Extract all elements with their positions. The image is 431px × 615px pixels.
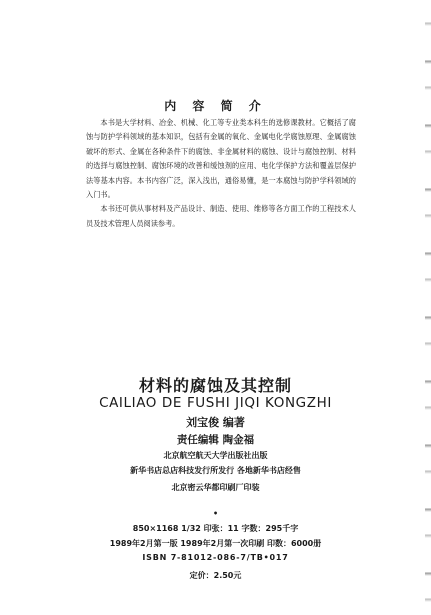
printer-line: 北京密云华都印刷厂印装 xyxy=(171,482,260,492)
editor-line: 责任编辑 陶金福 xyxy=(176,434,255,446)
edition-line: 1989年2月第一版 1989年2月第一次印刷 印数：6000册 xyxy=(109,539,322,548)
summary-paragraph-1: 本书是大学材料、冶金、机械、化工等专业类本科生的选修课教材。它概括了腐蚀与防护学科领域的基本知识，包括有金属的氧化、金属电化学腐蚀原理、金属腐蚀破坏的形式、金属在各种条件下的腐蚀、非金属材料的腐蚀、设计与腐蚀控制、材料的选择与腐蚀控制、腐蚀环境的改善和缓蚀剂的应用、电化学保护方法和覆盖层保护法等基本内容。本书内容广泛，深入浅出，通俗易懂，是一本腐蚀与防护学科领域的入门书。 xyxy=(86,118,356,200)
summary-text xyxy=(86,116,356,231)
price-line: 定价：2.50元 xyxy=(189,571,242,580)
distributor-line: 新华书店总店科技发行所发行 各地新华书店经售 xyxy=(130,465,301,475)
summary-heading: 内 容 简 介 xyxy=(164,99,267,113)
isbn-line: ISBN 7-81012-086-7/TB•017 xyxy=(142,553,289,562)
author-line: 刘宝俊 编著 xyxy=(186,416,245,429)
summary-paragraph-2: 本书还可供从事材料及产品设计、制造、使用、维修等各方面工作的工程技术人员及技术管理人员阅读参考。 xyxy=(86,204,356,228)
book-title-pinyin: CAILIAO DE FUSHI JIQI KONGZHI xyxy=(99,395,332,411)
format-line: 850×1168 1/32 印张：11 字数：295千字 xyxy=(132,524,299,533)
publisher-line: 北京航空航天大学出版社出版 xyxy=(163,450,268,460)
book-title: 材料的腐蚀及其控制 xyxy=(138,376,292,395)
separator-dot: • xyxy=(212,508,219,518)
